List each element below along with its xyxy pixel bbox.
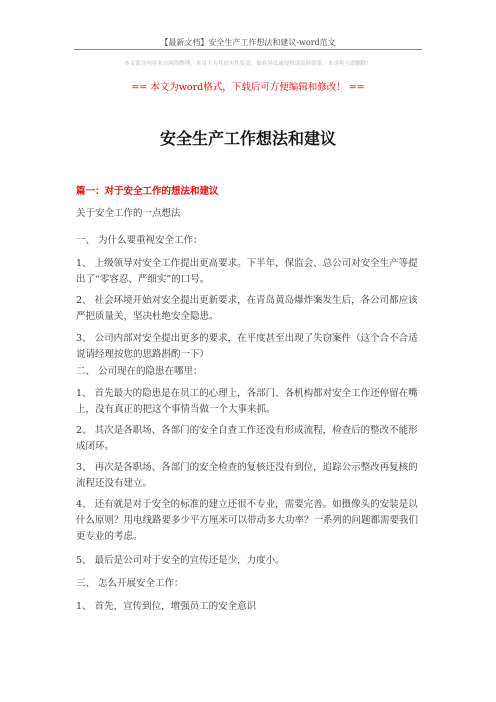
paragraph: 2、 社会环境开始对安全提出更新要求，在青岛黄岛爆炸案发生后，各公司都应该严把质量关，坚决杜绝安全隐患。 — [76, 295, 418, 322]
paragraph: 1、 首先，宣传到位，增强员工的安全意识 — [76, 601, 257, 612]
paragraph: 二、 公司现在的隐患在哪里： — [76, 366, 203, 377]
section-heading: 篇一：对于安全工作的想法和建议 — [76, 186, 219, 197]
paragraph: 5、 最后是公司对于安全的宣传还是少，力度小。 — [76, 555, 285, 566]
paragraph: 3、 公司内部对安全提出更多的要求，在平度甚至出现了失窃案件（这个合不合适说请经理按您的思路斟酌一下） — [76, 333, 418, 360]
paragraph: 4、 还有就是对于安全的标准的建立还很不专业，需要完善。如摄像头的安装是以什么原则？用电线路要多少平方厘米可以带动多大功率？一系列的问题都需要我们更专业的考虑。 — [76, 499, 419, 542]
paragraph: 三、 怎么开展安全工作： — [76, 578, 184, 589]
header-divider — [74, 49, 422, 50]
paragraph: 1、 上级领导对安全工作提出更高要求。下半年，保监会、总公司对安全生产等提出了“零容忍、严细实”的口号。 — [76, 258, 418, 285]
disclaimer-text: 本文部分内容来自网络整理，本司不为其真实性负责，如有异议或侵权请及时联系，本司将立即删除！ — [124, 61, 372, 67]
paragraph: 一、 为什么要重视安全工作： — [76, 235, 203, 246]
paragraph: 1、 首先最大的隐患是在员工的心理上，各部门、各机构都对安全工作还停留在嘴上，没有真正的把这个事情当做一个大事来抓。 — [76, 388, 418, 415]
paragraph: 关于安全工作的一点想法 — [76, 208, 181, 219]
paragraph: 2、 其次是各职场、各部门的安全自查工作还没有形成流程，检查后的整改不能形成闭环。 — [76, 425, 418, 452]
format-notice: == 本文为word格式，下载后可方便编辑和修改！ == — [131, 82, 365, 93]
paragraph: 3、 再次是各职场、各部门的安全检查的复核还没有到位，追踪公示整改再复核的流程还没有建立。 — [76, 462, 418, 489]
document-title: 安全生产工作想法和建议 — [159, 129, 336, 148]
page-header-title: 【最新文档】安全生产工作想法和建议-word范文 — [160, 38, 336, 47]
